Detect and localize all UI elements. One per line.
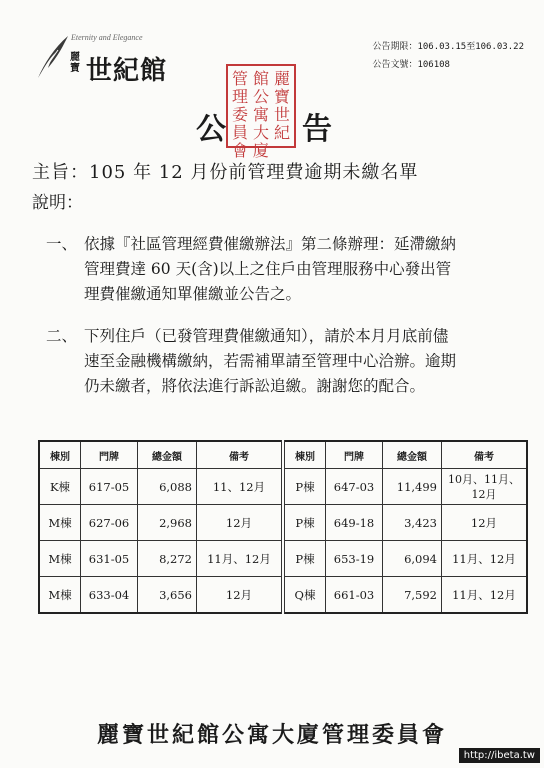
notice-meta	[372, 38, 524, 74]
column-header: 門牌	[326, 441, 383, 469]
remark-cell: 11、12月	[197, 469, 284, 505]
amount-cell: 11,499	[383, 469, 442, 505]
column-header: 備考	[442, 441, 528, 469]
remark-cell: 10月、11月、12月	[442, 469, 528, 505]
issuer-footer: 麗寶世紀館公寓大廈管理委員會	[96, 722, 447, 748]
paragraph-2-line: 速至金融機構繳納，若需補單請至管理中心洽辦。逾期	[84, 352, 457, 370]
explanation-heading: 說明：	[32, 193, 83, 213]
remark-cell: 12月	[197, 577, 284, 614]
column-header: 門牌	[81, 441, 138, 469]
paragraph-1-line: 理費催繳通知單催繳並公告之。	[84, 285, 302, 303]
remark-cell: 11月、12月	[197, 541, 284, 577]
column-header: 棟別	[283, 441, 326, 469]
paragraph-2	[46, 324, 518, 399]
paragraph-2-line: 仍未繳者，將依法進行訴訟追繳。謝謝您的配合。	[84, 377, 426, 395]
unit-cell: 627-06	[81, 505, 138, 541]
table-row	[39, 469, 527, 505]
remark-cell: 12月	[442, 505, 528, 541]
paragraph-1-line: 依據『社區管理經費催繳辦法』第二條辦理：延滯繳納	[84, 235, 457, 253]
quill-icon	[36, 34, 70, 84]
building-cell: P棟	[283, 541, 326, 577]
building-cell: M棟	[39, 505, 81, 541]
paragraph-2-line: 下列住戶（已發管理費催繳通知），請於本月月底前儘	[84, 327, 449, 345]
amount-cell: 6,094	[383, 541, 442, 577]
building-cell: P棟	[283, 505, 326, 541]
notice-doc-number: 公告文號：106108	[372, 60, 450, 70]
logo-title: 世紀館	[86, 56, 168, 86]
building-cell: P棟	[283, 469, 326, 505]
official-seal	[226, 64, 296, 160]
column-header: 棟別	[39, 441, 81, 469]
amount-cell: 3,656	[138, 577, 197, 614]
amount-cell: 7,592	[383, 577, 442, 614]
table-header-row	[39, 441, 527, 469]
column-header: 總金額	[383, 441, 442, 469]
column-header: 備考	[197, 441, 284, 469]
remark-cell: 11月、12月	[442, 577, 528, 614]
subject-line: 主旨：105 年 12 月份前管理費逾期未繳名單	[32, 162, 419, 183]
building-cell: M棟	[39, 541, 81, 577]
building-cell: M棟	[39, 577, 81, 614]
unit-cell: 653-19	[326, 541, 383, 577]
paragraph-1	[46, 232, 518, 307]
title-char-right: 告	[302, 112, 332, 147]
paragraph-1-line: 管理費達 60 天(含)以上之住戶由管理服務中心發出管	[84, 260, 452, 278]
amount-cell: 6,088	[138, 469, 197, 505]
seal-column-2: 館公寓大廈	[252, 69, 269, 160]
paragraph-1-number: 一、	[46, 235, 78, 253]
unit-cell: 661-03	[326, 577, 383, 614]
table-row	[39, 505, 527, 541]
remark-cell: 12月	[197, 505, 284, 541]
site-watermark: http://ibeta.tw	[459, 748, 540, 763]
unit-cell: 631-05	[81, 541, 138, 577]
title-char-left: 公	[196, 112, 226, 147]
building-cell: K棟	[39, 469, 81, 505]
seal-column-3: 管理委員會	[231, 69, 248, 160]
paragraph-2-number: 二、	[46, 327, 78, 345]
logo-small-text: 麗寶	[70, 52, 80, 74]
unit-cell: 649-18	[326, 505, 383, 541]
logo	[36, 30, 186, 94]
building-cell: Q棟	[283, 577, 326, 614]
amount-cell: 8,272	[138, 541, 197, 577]
unit-cell: 647-03	[326, 469, 383, 505]
remark-cell: 11月、12月	[442, 541, 528, 577]
column-header: 總金額	[138, 441, 197, 469]
table-row	[39, 541, 527, 577]
notice-period: 公告期限：106.03.15至106.03.22	[372, 42, 524, 52]
unit-cell: 633-04	[81, 577, 138, 614]
overdue-table	[38, 440, 528, 614]
amount-cell: 2,968	[138, 505, 197, 541]
amount-cell: 3,423	[383, 505, 442, 541]
seal-column-1: 麗寶世紀	[273, 69, 290, 142]
logo-tagline: Eternity and Elegance	[71, 33, 143, 42]
table-row	[39, 577, 527, 614]
unit-cell: 617-05	[81, 469, 138, 505]
